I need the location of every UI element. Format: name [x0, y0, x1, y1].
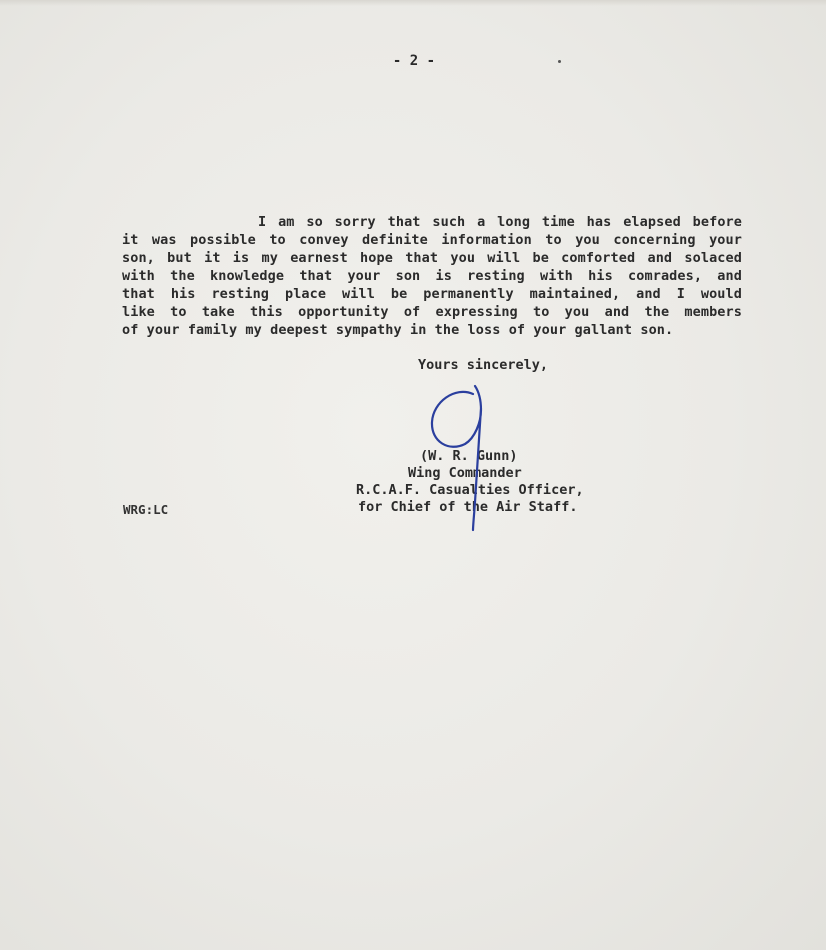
paragraph-line-4: with the knowledge that your son is resting with his comrades, and [122, 268, 742, 284]
signatory-title: R.C.A.F. Casualties Officer, [356, 482, 584, 498]
paragraph-line-6: like to take this opportunity of expressing to you and the members [122, 304, 742, 320]
signatory-rank: Wing Commander [408, 465, 522, 481]
page-number: - 2 - [392, 53, 436, 69]
reference-initials: WRG:LC [123, 502, 169, 517]
signatory-name: (W. R. Gunn) [420, 448, 518, 464]
signatory-on-behalf: for Chief of the Air Staff. [358, 499, 578, 515]
paragraph-line-3: son, but it is my earnest hope that you will be comforted and solaced [122, 250, 742, 266]
paragraph-line-7: of your family my deepest sympathy in the loss of your gallant son. [122, 322, 674, 338]
paragraph-line-5: that his resting place will be permanently maintained, and I would [122, 286, 742, 302]
paragraph-line-2: it was possible to convey definite information to you concerning your [122, 232, 742, 248]
ink-speck [558, 60, 561, 63]
closing-salutation: Yours sincerely, [418, 357, 549, 373]
paragraph-line-1: I am so sorry that such a long time has elapsed before [258, 214, 742, 230]
